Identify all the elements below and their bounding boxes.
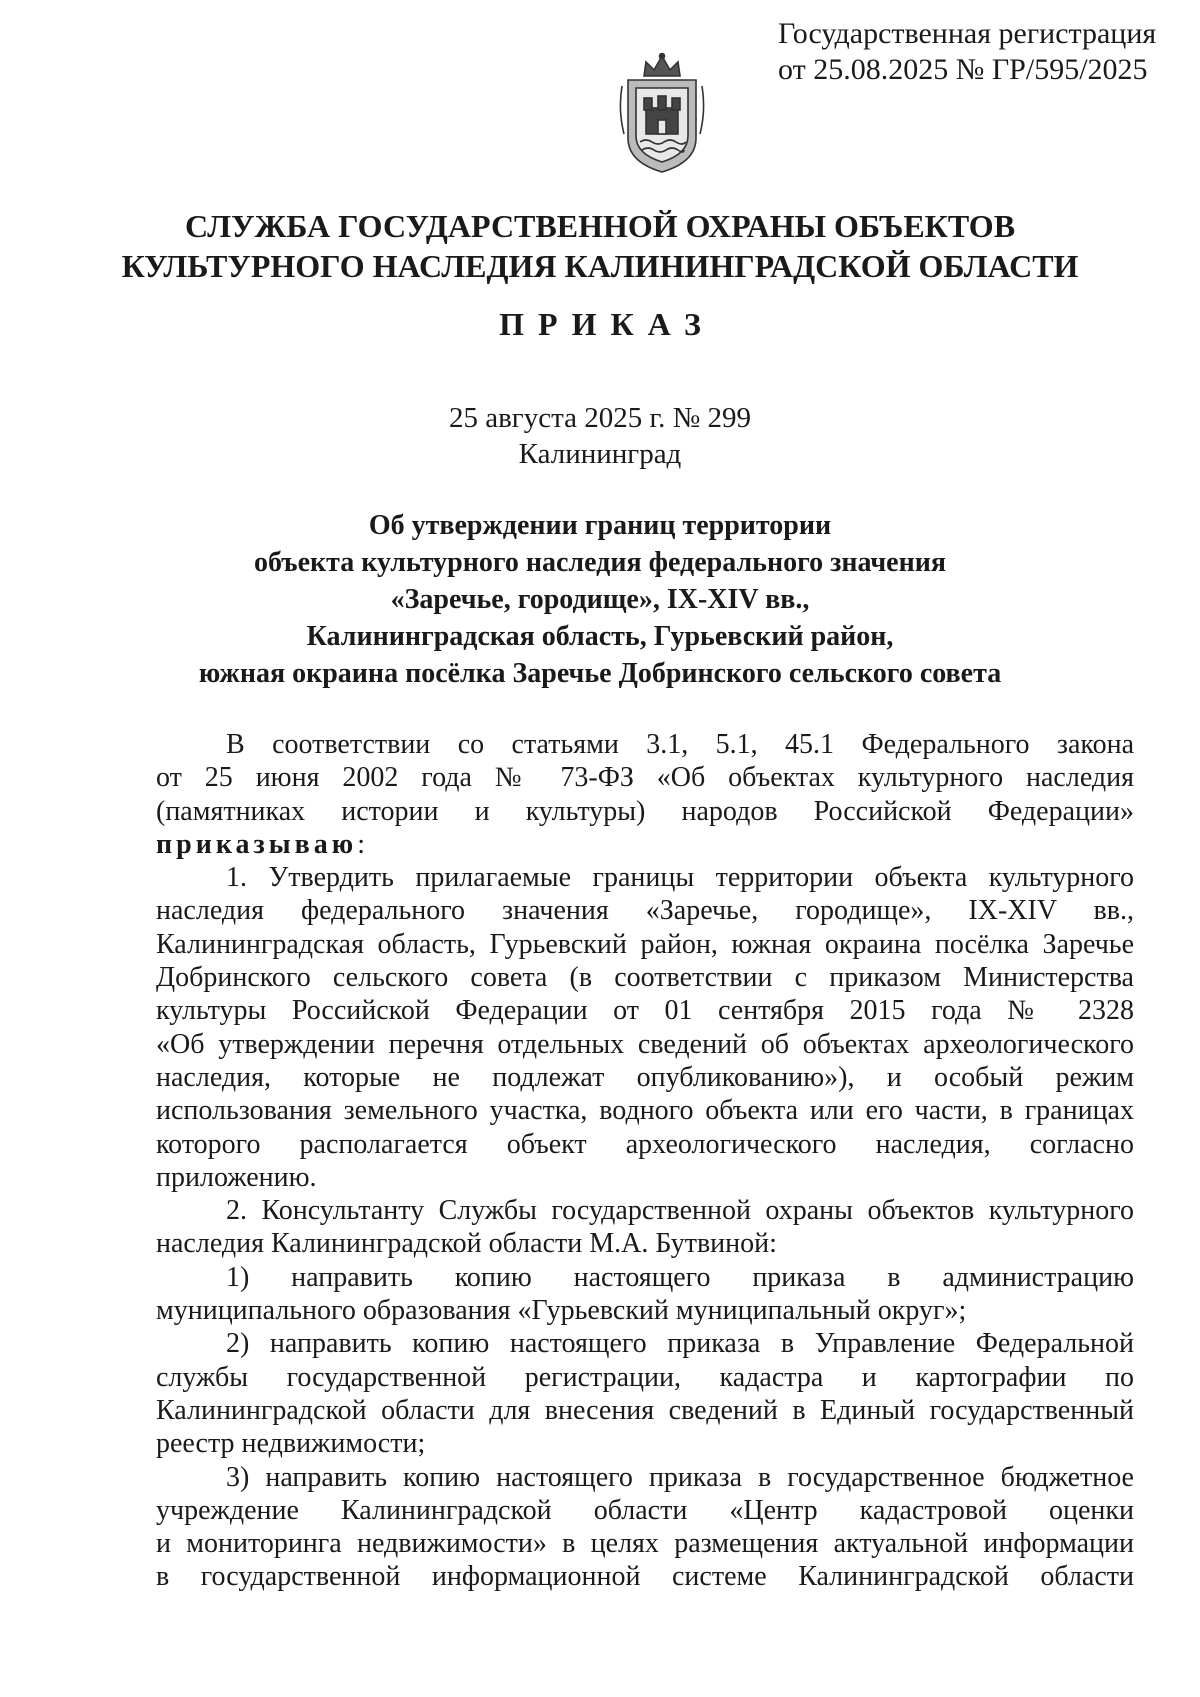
body-line: и мониторинга недвижимости» в целях размещения актуальной информации: [156, 1528, 1134, 1560]
body-line: учреждение Калининградской области «Центр кадастровой оценки: [156, 1494, 1134, 1526]
title-line: «Заречье, городище», IX-XIV вв.,: [390, 584, 810, 615]
order-line: [156, 828, 1134, 861]
document-date-number: 25 августа 2025 г. № 299: [448, 402, 752, 434]
body-line: в государственной информационной системе Калининградской области: [156, 1561, 1134, 1593]
order-word: приказываю: [156, 828, 358, 860]
title-line: Об утверждении границ территории: [368, 510, 832, 541]
agency-line: КУЛЬТУРНОГО НАСЛЕДИЯ КАЛИНИНГРАДСКОЙ ОБЛАСТИ: [121, 248, 1079, 284]
body-line: В соответствии со статьями 3.1, 5.1, 45.1 Федерального закона: [226, 729, 1134, 760]
body-line: 2) направить копию настоящего приказа в Управление Федеральной: [226, 1328, 1134, 1360]
coat-of-arms-icon: [616, 50, 708, 175]
body-line: 2. Консультанту Службы государственной охраны объектов культурного: [226, 1195, 1134, 1227]
body-line: наследия Калининградской области М.А. Бутвиной:: [156, 1228, 777, 1260]
document-city: Калининград: [518, 438, 682, 470]
body-line: наследия федерального значения «Заречье, городище», IX-XIV вв.,: [156, 895, 1134, 927]
body-line: Калининградской области для внесения сведений в Единый государственный: [156, 1394, 1134, 1426]
document-title: [0, 507, 1200, 692]
item-2-2-paragraph: [156, 1327, 1134, 1460]
preamble-paragraph: [156, 728, 1134, 861]
item-2-1-paragraph: [156, 1261, 1134, 1328]
title-line: объекта культурного наследия федерального значения: [253, 547, 947, 578]
registration-stamp: [778, 16, 1156, 88]
body-line: приложению.: [156, 1161, 317, 1193]
body-line: муниципального образования «Гурьевский муниципальный округ»;: [156, 1295, 967, 1327]
body-line: Добринского сельского совета (в соответствии с приказом Министерства: [156, 962, 1134, 994]
agency-name: [0, 206, 1200, 286]
item-2-3-paragraph: [156, 1461, 1134, 1594]
body-line: службы государственной регистрации, кадастра и картографии по: [156, 1361, 1134, 1393]
body-line: реестр недвижимости;: [156, 1428, 426, 1460]
title-line: южная окраина посёлка Заречье Добринского сельского совета: [198, 658, 1002, 689]
body-line: которого располагается объект археологического наследия, согласно: [156, 1128, 1134, 1160]
item-1-paragraph: [156, 861, 1134, 1194]
body-line: 1) направить копию настоящего приказа в администрацию: [226, 1261, 1134, 1293]
title-line: Калининградская область, Гурьевский район,: [306, 621, 894, 652]
body-line: (памятниках истории и культуры) народов Российской Федерации»: [156, 795, 1134, 827]
registration-line: Государственная регистрация: [778, 17, 1157, 50]
body-line: 1. Утвердить прилагаемые границы территории объекта культурного: [226, 862, 1134, 894]
body-line: «Об утверждении перечня отдельных сведений об объектах археологического: [156, 1028, 1134, 1060]
body-line: Калининградская область, Гурьевский район, южная окраина посёлка Заречье: [156, 928, 1134, 960]
body-line: культуры Российской Федерации от 01 сентября 2015 года № 2328: [156, 995, 1134, 1027]
body-line: наследия, которые не подлежат опубликованию»), и особый режим: [156, 1061, 1134, 1093]
body-line: использования земельного участка, водного объекта или его части, в границах: [156, 1095, 1134, 1127]
order-suffix: :: [357, 828, 365, 860]
item-2-paragraph: [156, 1194, 1134, 1261]
body-line: от 25 июня 2002 года № 73-ФЗ «Об объектах культурного наследия: [156, 762, 1134, 794]
registration-line: от 25.08.2025 № ГР/595/2025: [778, 53, 1148, 86]
agency-line: СЛУЖБА ГОСУДАРСТВЕННОЙ ОХРАНЫ ОБЪЕКТОВ: [184, 208, 1016, 244]
body-line: 3) направить копию настоящего приказа в государственное бюджетное: [226, 1461, 1134, 1493]
document-type: ПРИКАЗ: [499, 306, 715, 342]
document-body: [156, 728, 1134, 1594]
